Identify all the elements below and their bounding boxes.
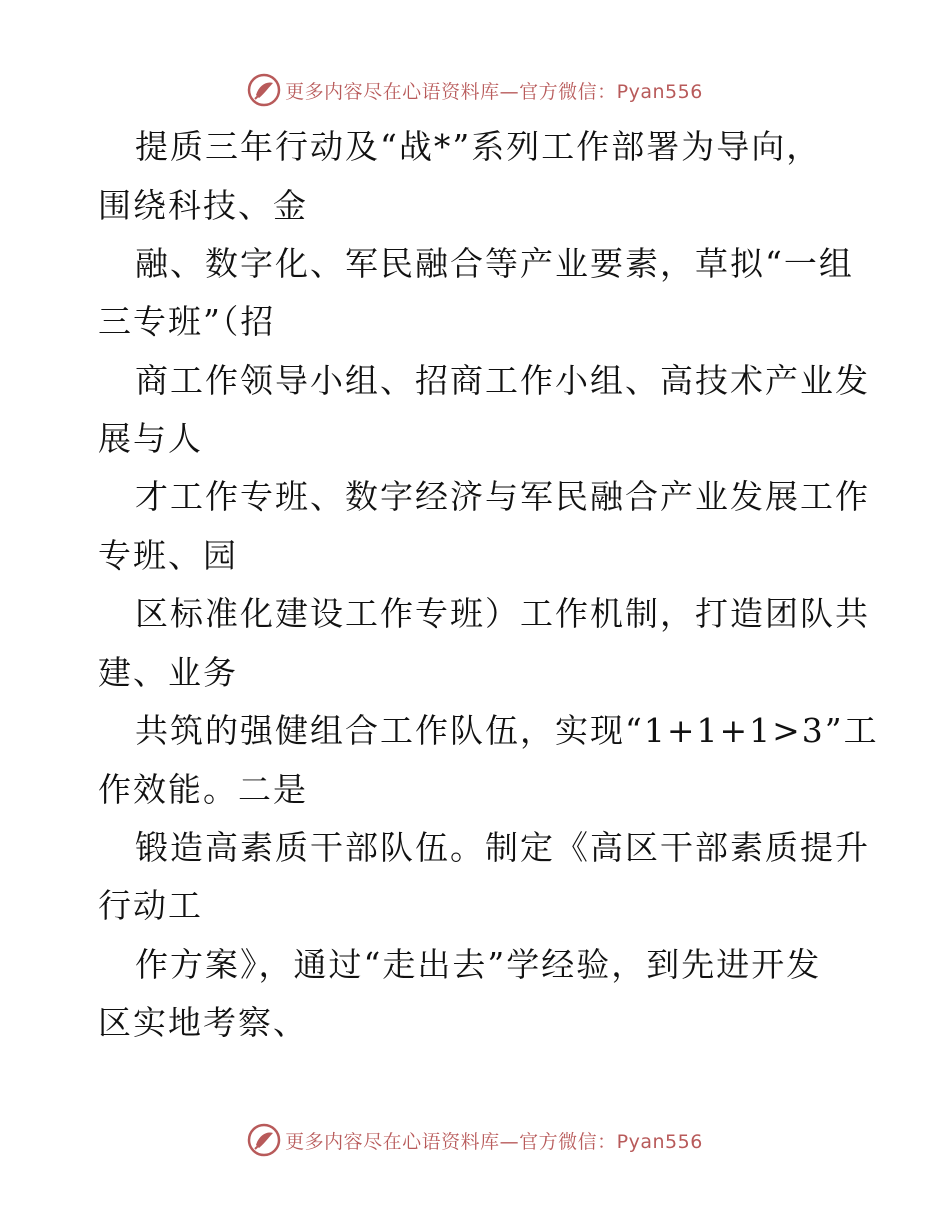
watermark-text: 更多内容尽在心语资料库—官方微信：Pyan556 [285, 1130, 703, 1153]
text-line: 围绕科技、金 [98, 186, 308, 225]
text-line: 专班、园 [98, 536, 238, 575]
text-line: 区标准化建设工作专班）工作机制，打造团队共 [135, 594, 870, 633]
text-line: 融、数字化、军民融合等产业要素，草拟“一组 [135, 244, 854, 283]
text-line: 才工作专班、数字经济与军民融合产业发展工作 [135, 477, 870, 516]
watermark-text: 更多内容尽在心语资料库—官方微信：Pyan556 [285, 80, 703, 103]
text-line: 锻造高素质干部队伍。制定《高区干部素质提升 [135, 828, 870, 867]
text-line: 作效能。二是 [98, 770, 308, 809]
footer-watermark-banner [0, 1120, 950, 1160]
logo-icon [247, 1123, 281, 1157]
header-watermark-banner [0, 70, 950, 110]
text-line: 三专班”（招 [98, 302, 276, 341]
text-line: 共筑的强健组合工作队伍，实现“1+1+1>3”工 [135, 711, 879, 750]
text-line: 区实地考察、 [98, 1003, 308, 1042]
text-line: 展与人 [98, 419, 203, 458]
text-line: 提质三年行动及“战*”系列工作部署为导向， [135, 127, 822, 166]
text-line: 作方案》，通过“走出去”学经验，到先进开发 [135, 945, 822, 984]
text-line: 建、业务 [98, 653, 238, 692]
text-line: 商工作领导小组、招商工作小组、高技术产业发 [135, 361, 870, 400]
text-line: 行动工 [98, 886, 203, 925]
logo-icon [247, 73, 281, 107]
